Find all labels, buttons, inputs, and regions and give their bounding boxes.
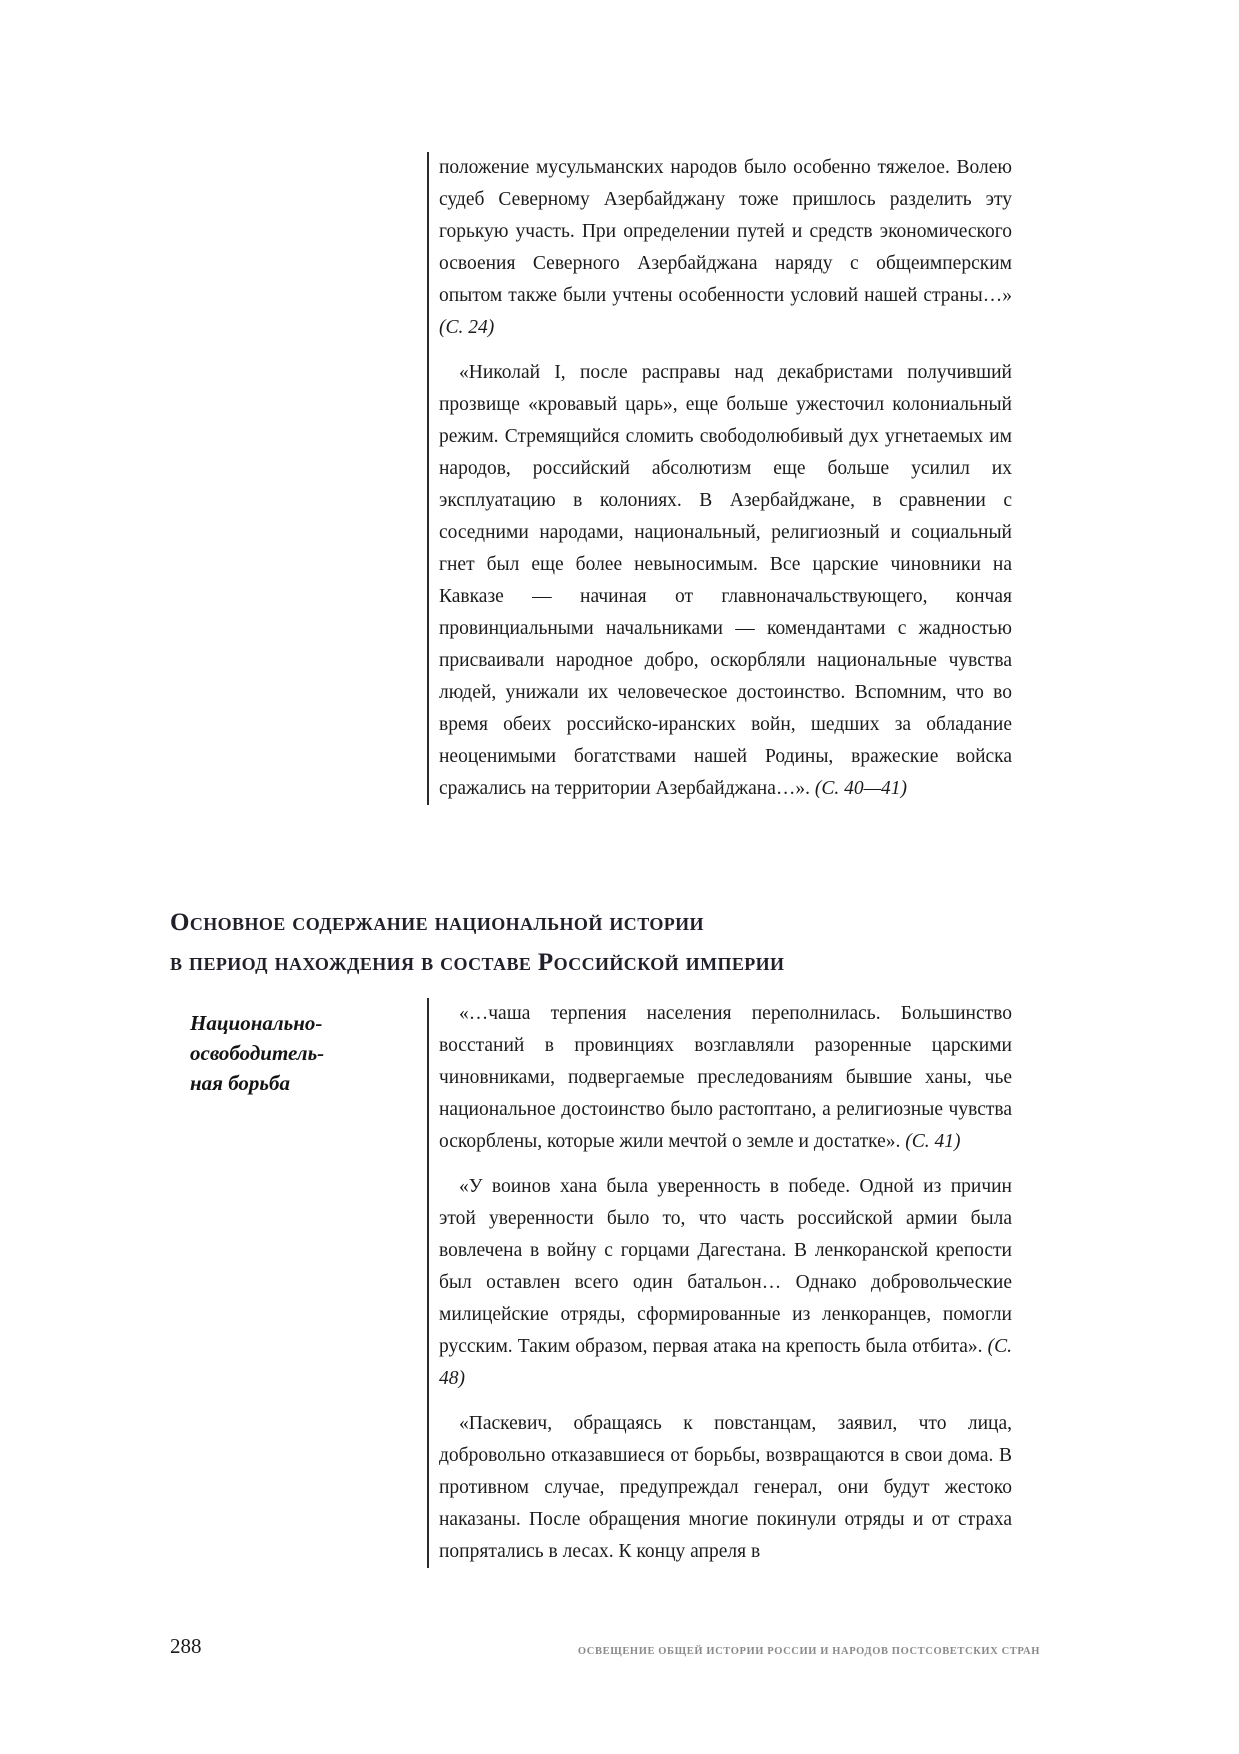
quote-paragraph (439, 1408, 1012, 1568)
quote-paragraph (439, 357, 1012, 805)
running-title: ОСВЕЩЕНИЕ ОБЩЕЙ ИСТОРИИ РОССИИ И НАРОДОВ ПОСТСОВЕТСКИХ СТРАН (577, 1646, 1040, 1657)
quote-text: «У воинов хана была уверенность в победе. Одной из причин этой уверенности было то, что часть российской армии была вовлечена в войну с горцами Дагестана. В ленкоранской крепости был оставлен всего один батальон… Однако добровольческие милицейские отряды, сформированные из ленкоранцев, помогли русским. Таким образом, первая атака на крепость была отбита». (439, 1176, 1012, 1357)
margin-topic-label (190, 1008, 400, 1098)
quote-text: положение мусульманских народов было особенно тяжелое. Волею судеб Северному Азербайджану тоже пришлось разделить эту горькую участь. При определении путей и средств экономического освоения Северного Азербайджана наряду с общеимперским опытом также были учтены особенности условий нашей страны…» (439, 157, 1012, 306)
quote-text: «Николай I, после расправы над декабристами получивший прозвище «кровавый царь», еще больше ужесточил колониальный режим. Стремящийся сломить свободолюбивый дух угнетаемых им народов, российский абсолютизм еще больше усилил их эксплуатацию в колониях. В Азербайджане, в сравнении с соседними народами, национальный, религиозный и социальный гнет был еще более невыносимым. Все царские чиновники на Кавказе — начиная от главноначальствующего, кончая провинциальными начальниками — комендантами с жадностью присваивали народное добро, оскорбляли национальные чувства людей, унижали их человеческое достоинство. Вспомним, что во время обеих российско-иранских войн, шедших за обладание неоценимыми богатствами нашей Родины, вражеские войска сражались на территории Азербайджана…». (439, 362, 1012, 799)
page-citation: (С. 41) (905, 1131, 961, 1152)
quote-text: «Паскевич, обращаясь к повстанцам, заявил, что лица, добровольно отказавшиеся от борьбы, возвращаются в свои дома. В противном случае, предупреждал генерал, они будут жестоко наказаны. После обращения многие покинули отряды и от страха попрятались в лесах. К концу апреля в (439, 1413, 1012, 1562)
margin-label-line2: освободитель- (190, 1041, 325, 1065)
section-heading (170, 903, 784, 983)
quote-paragraph (439, 1171, 1012, 1395)
quote-paragraph (439, 998, 1012, 1158)
page-number: 288 (170, 1634, 202, 1658)
quote-block-top (427, 152, 1012, 805)
margin-label-line1: Национально- (190, 1011, 323, 1035)
quote-text: «…чаша терпения населения переполнилась. Большинство восстаний в провинциях возглавляли разоренные царскими чиновниками, подвергаемые преследованиям бывшие ханы, чье национальное достоинство было растоптано, а религиозные чувства оскорблены, которые жили мечтой о земле и достатке». (439, 1003, 1012, 1152)
page-citation: (С. 48) (439, 1336, 1012, 1389)
quote-paragraph (439, 152, 1012, 344)
page-citation: (С. 24) (439, 317, 495, 338)
margin-label-line3: ная борьба (190, 1071, 291, 1095)
section-heading-line1: Основное содержание национальной истории (170, 909, 704, 936)
page-citation: (С. 40—41) (814, 778, 907, 799)
section-heading-line2: в период нахождения в составе Российской империи (170, 949, 785, 976)
quote-block-main (427, 998, 1012, 1568)
